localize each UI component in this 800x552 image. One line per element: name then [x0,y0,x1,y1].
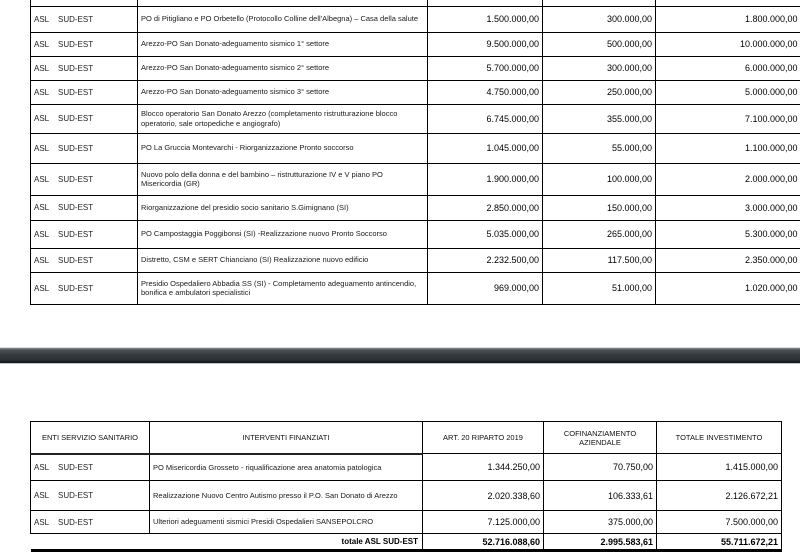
page-separator-bar [0,347,800,364]
amount-totale: 1.020.000,00 [656,272,800,304]
ente-cell [31,454,150,481]
area-label: SUD-EST [58,39,94,49]
header-cofinanziamento: COFINANZIAMENTO AZIENDALE [544,422,657,454]
ente-label: ASL [34,283,50,293]
table-row [31,6,800,32]
amount-totale: 7.100.000,00 [656,104,800,133]
amount-riparto: 1.344.250,00 [423,454,544,481]
amount-cofinanziamento: 375.000,00 [544,511,657,534]
ente-label: ASL [34,462,50,472]
table-row [31,80,800,104]
table-row [31,195,800,220]
amount-riparto: 5.035.000,00 [428,220,543,248]
area-label: SUD-EST [58,283,94,293]
header-enti: ENTI SERVIZIO SANITARIO [31,422,150,454]
intervento-desc: Presidio Ospedaliero Abbadia SS (SI) - Completamento adeguamento antincendio, bonifica e ambulatori specialistici [138,272,428,304]
area-label: SUD-EST [58,114,94,123]
area-label: SUD-EST [58,87,94,97]
total-row [31,534,782,551]
ente-cell [31,220,138,248]
total-riparto: 52.716.088,60 [423,534,544,551]
total-cofinanziamento: 2.995.583,61 [544,534,657,551]
intervento-desc: Blocco operatorio San Donato Arezzo (completamento ristrutturazione blocco operatorio, sale ortopediche e angiografo) [138,104,428,133]
ente-cell [31,6,138,32]
area-label: SUD-EST [58,491,94,500]
ente-cell [31,32,138,56]
table-row [31,104,800,133]
header-interventi: INTERVENTI FINANZIATI [150,422,423,454]
ente-label: ASL [34,87,50,97]
intervento-desc: PO di Pitigliano e PO Orbetello (Protocollo Colline dell'Albegna) – Casa della salute [138,6,428,32]
intervento-desc: Ulteriori adeguamenti sismici Presidi Ospedalieri SANSEPOLCRO [150,511,423,534]
amount-riparto: 9.500.000,00 [428,32,543,56]
amount-cofinanziamento: 117.500,00 [543,248,656,272]
amount-totale: 1.100.000,00 [656,133,800,163]
ente-cell [31,133,138,163]
ente-label: ASL [34,174,50,184]
amount-totale: 6.000.000,00 [656,56,800,80]
area-label: SUD-EST [58,174,94,184]
amount-totale: 1.800.000,00 [656,6,800,32]
amount-riparto: 1.500.000,00 [428,6,543,32]
amount-cofinanziamento: 150.000,00 [543,195,656,220]
ente-label: ASL [34,229,50,239]
amount-totale: 3.000.000,00 [656,195,800,220]
amount-cofinanziamento: 300.000,00 [543,56,656,80]
intervento-desc: PO Misericordia Grosseto - riqualificazione area anatomia patologica [150,454,423,481]
ente-label: ASL [34,39,50,49]
area-label: SUD-EST [58,255,94,265]
total-label: totale ASL SUD-EST [31,534,423,551]
table-row [31,272,800,304]
table-row [31,220,800,248]
intervento-desc: Nuovo polo della donna e del bambino – ristrutturazione IV e V piano PO Misericordia (GR) [138,163,428,195]
amount-riparto: 7.125.000,00 [423,511,544,534]
amount-cofinanziamento: 355.000,00 [543,104,656,133]
header-riparto: ART. 20 RIPARTO 2019 [423,422,544,454]
intervento-desc: Arezzo-PO San Donato-adeguamento sismico 3° settore [138,80,428,104]
intervento-desc: PO Campostaggia Poggibonsi (SI) -Realizzazione nuovo Pronto Soccorso [138,220,428,248]
area-label: SUD-EST [58,143,94,153]
amount-riparto: 2.020.338,60 [423,481,544,511]
area-label: SUD-EST [58,462,94,472]
ente-label: ASL [34,143,50,153]
amount-cofinanziamento: 300.000,00 [543,6,656,32]
amount-riparto: 1.900.000,00 [428,163,543,195]
amount-totale: 7.500.000,00 [657,511,782,534]
table-row [31,248,800,272]
header-totale: TOTALE INVESTIMENTO [657,422,782,454]
ente-cell [31,163,138,195]
intervento-desc: Distretto, CSM e SERT Chianciano (SI) Realizzazione nuovo edificio [138,248,428,272]
amount-cofinanziamento: 265.000,00 [543,220,656,248]
amount-riparto: 5.700.000,00 [428,56,543,80]
amount-cofinanziamento: 55.000,00 [543,133,656,163]
table-row [31,481,782,511]
amount-riparto: 2.850.000,00 [428,195,543,220]
ente-cell [31,272,138,304]
amount-totale: 10.000.000,00 [656,32,800,56]
amount-cofinanziamento: 100.000,00 [543,163,656,195]
table-row [31,511,782,534]
table-row [31,133,800,163]
table-row [31,56,800,80]
amount-cofinanziamento: 70.750,00 [544,454,657,481]
amount-totale: 1.415.000,00 [657,454,782,481]
ente-label: ASL [34,203,50,212]
ente-label: ASL [34,114,50,123]
total-investimento: 55.711.672,21 [657,534,782,551]
amount-riparto: 969.000,00 [428,272,543,304]
ente-cell [31,481,150,511]
ente-cell [31,56,138,80]
intervento-desc: Arezzo-PO San Donato-adeguamento sismico 2° settore [138,56,428,80]
amount-cofinanziamento: 106.333,61 [544,481,657,511]
amount-totale: 2.126.672,21 [657,481,782,511]
ente-cell [31,511,150,534]
amount-riparto: 6.745.000,00 [428,104,543,133]
top-table [30,0,800,305]
amount-riparto: 1.045.000,00 [428,133,543,163]
amount-cofinanziamento: 250.000,00 [543,80,656,104]
table-row [31,32,800,56]
intervento-desc: Riorganizzazione del presidio socio sanitario S.Gimignano (SI) [138,195,428,220]
intervento-desc: PO La Gruccia Montevarchi - Riorganizzazione Pronto soccorso [138,133,428,163]
area-label: SUD-EST [58,14,94,24]
ente-cell [31,195,138,220]
area-label: SUD-EST [58,517,94,527]
table-header-row [31,422,782,454]
amount-totale: 2.350.000,00 [656,248,800,272]
ente-cell [31,248,138,272]
amount-riparto: 4.750.000,00 [428,80,543,104]
area-label: SUD-EST [58,229,94,239]
ente-label: ASL [34,255,50,265]
amount-totale: 2.000.000,00 [656,163,800,195]
amount-totale: 5.300.000,00 [656,220,800,248]
ente-cell [31,104,138,133]
amount-riparto: 2.232.500,00 [428,248,543,272]
amount-cofinanziamento: 500.000,00 [543,32,656,56]
table-row [31,163,800,195]
ente-label: ASL [34,63,50,73]
ente-cell [31,80,138,104]
area-label: SUD-EST [58,203,94,212]
ente-label: ASL [34,14,50,24]
intervento-desc: Arezzo-PO San Donato-adeguamento sismico 1° settore [138,32,428,56]
intervento-desc: Realizzazione Nuovo Centro Autismo presso il P.O. San Donato di Arezzo [150,481,423,511]
ente-label: ASL [34,491,50,500]
amount-cofinanziamento: 51.000,00 [543,272,656,304]
amount-totale: 5.000.000,00 [656,80,800,104]
bottom-table [30,421,782,552]
ente-label: ASL [34,517,50,527]
area-label: SUD-EST [58,63,94,73]
table-row [31,454,782,481]
